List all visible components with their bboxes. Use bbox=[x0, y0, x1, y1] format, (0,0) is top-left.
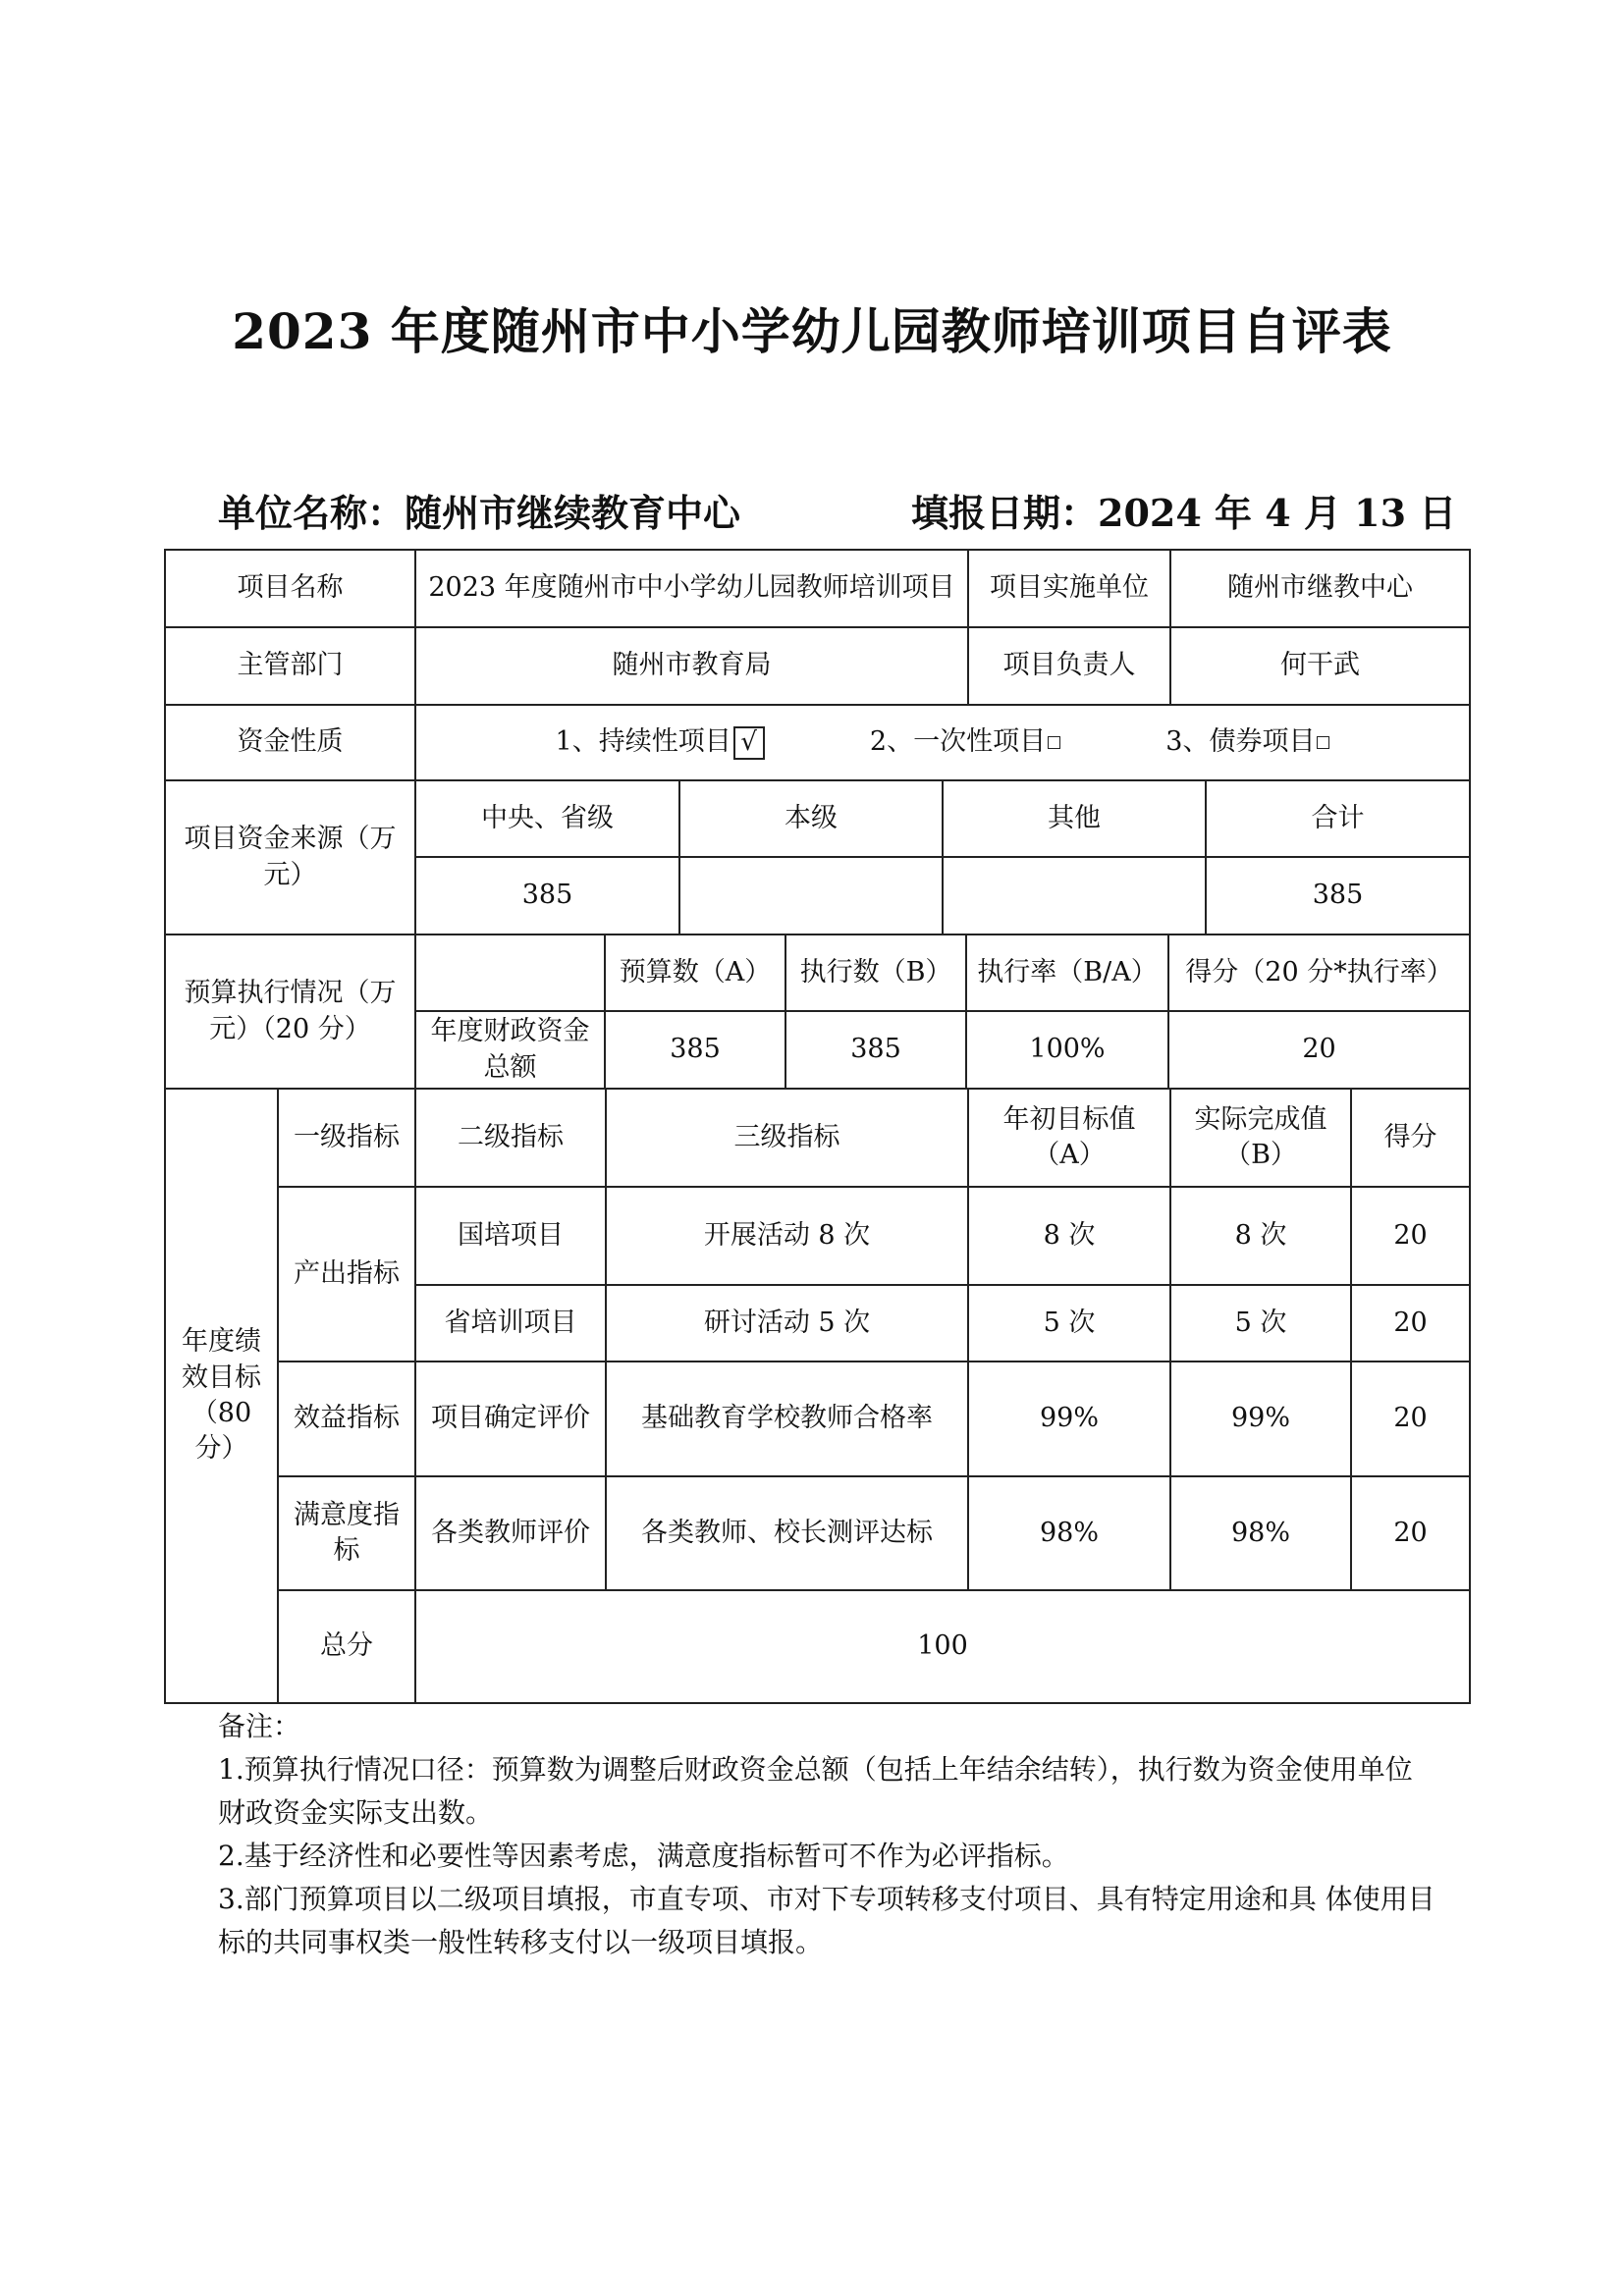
level3-indicator: 开展活动 8 次 bbox=[606, 1187, 968, 1285]
table-row bbox=[165, 1590, 1470, 1703]
level2-indicator: 国培项目 bbox=[415, 1187, 606, 1285]
table-row bbox=[165, 934, 1470, 1089]
budget-header: 得分（20 分*执行率） bbox=[1168, 935, 1469, 1011]
option-one-time-checkbox bbox=[1048, 736, 1060, 749]
unit-name-label: 单位名称： bbox=[218, 492, 406, 535]
funding-source-label: 项目资金来源（万元） bbox=[165, 780, 415, 934]
dept-label: 主管部门 bbox=[165, 627, 415, 705]
project-lead-label: 项目负责人 bbox=[968, 627, 1170, 705]
budget-header: 执行率（B/A） bbox=[966, 935, 1168, 1011]
project-name-label: 项目名称 bbox=[165, 550, 415, 627]
dept-value: 随州市教育局 bbox=[415, 627, 968, 705]
funding-header: 中央、省级 bbox=[481, 802, 614, 833]
note-item: 3.部门预算项目以二级项目填报，市直专项、市对下专项转移支付项目、具有特定用途和具 体使用目标的共同事权类一般性转移支付以一级项目填报。 bbox=[218, 1883, 1435, 1958]
notes-heading: 备注： bbox=[218, 1710, 301, 1742]
unit-name-value: 随州市继续教育中心 bbox=[405, 492, 741, 535]
funding-value: 385 bbox=[416, 857, 679, 934]
target-value: 98% bbox=[968, 1476, 1170, 1590]
level1-indicator: 效益指标 bbox=[278, 1362, 415, 1476]
total-score-value: 100 bbox=[415, 1590, 1470, 1703]
target-value: 99% bbox=[968, 1362, 1170, 1476]
project-lead-value: 何干武 bbox=[1170, 627, 1470, 705]
funding-subtable bbox=[416, 781, 1469, 934]
project-name-value: 2023 年度随州市中小学幼儿园教师培训项目 bbox=[415, 550, 968, 627]
score-value: 20 bbox=[1351, 1187, 1470, 1285]
budget-header bbox=[416, 935, 605, 1011]
funding-value bbox=[679, 857, 943, 934]
funding-value: 385 bbox=[1206, 857, 1469, 934]
level3-indicator: 各类教师、校长测评达标 bbox=[606, 1476, 968, 1590]
table-row bbox=[165, 627, 1470, 705]
option-one-time: 2、一次性项目 bbox=[869, 726, 1047, 758]
fill-date bbox=[911, 483, 1456, 537]
level1-indicator: 满意度指标 bbox=[278, 1476, 415, 1590]
note-item: 2.基于经济性和必要性等因素考虑，满意度指标暂可不作为必评指标。 bbox=[218, 1840, 1069, 1872]
level3-indicator: 基础教育学校教师合格率 bbox=[606, 1362, 968, 1476]
funding-header: 合计 bbox=[1206, 781, 1469, 857]
level3-indicator: 研讨活动 5 次 bbox=[606, 1285, 968, 1362]
level1-indicator: 产出指标 bbox=[278, 1187, 415, 1362]
self-evaluation-table bbox=[164, 549, 1471, 1704]
funding-header: 本级 bbox=[679, 781, 943, 857]
score-value: 20 bbox=[1351, 1476, 1470, 1590]
option-continuous: 1、持续性项目 bbox=[555, 726, 731, 758]
fund-nature-options bbox=[415, 705, 1470, 780]
perf-header: 实际完成值（B） bbox=[1170, 1089, 1351, 1187]
table-row bbox=[165, 1089, 1470, 1187]
budget-exec-label: 预算执行情况（万元）（20 分） bbox=[165, 934, 415, 1089]
unit-name bbox=[218, 483, 740, 537]
actual-value: 98% bbox=[1170, 1476, 1351, 1590]
table-row bbox=[165, 1362, 1470, 1476]
page-title: 2023 年度随州市中小学幼儿园教师培训项目自评表 bbox=[232, 302, 1392, 360]
perf-header: 二级指标 bbox=[415, 1089, 606, 1187]
impl-unit-value: 随州市继教中心 bbox=[1170, 550, 1470, 627]
notes bbox=[218, 1705, 1435, 1964]
budget-value: 385 bbox=[785, 1011, 966, 1088]
budget-exec-block bbox=[415, 934, 1470, 1089]
impl-unit-label: 项目实施单位 bbox=[968, 550, 1170, 627]
option-bond-checkbox bbox=[1317, 736, 1329, 749]
budget-value: 100% bbox=[966, 1011, 1168, 1088]
actual-value: 5 次 bbox=[1170, 1285, 1351, 1362]
budget-header: 执行数（B） bbox=[785, 935, 966, 1011]
perf-goal-label: 年度绩效目标（80 分） bbox=[165, 1089, 278, 1703]
table-row bbox=[165, 1187, 1470, 1285]
level2-indicator: 省培训项目 bbox=[415, 1285, 606, 1362]
budget-header: 预算数（A） bbox=[605, 935, 785, 1011]
perf-header: 一级指标 bbox=[278, 1089, 415, 1187]
score-value: 20 bbox=[1351, 1285, 1470, 1362]
funding-value bbox=[943, 857, 1206, 934]
level2-indicator: 各类教师评价 bbox=[415, 1476, 606, 1590]
fill-date-label: 填报日期： bbox=[911, 492, 1099, 535]
budget-row-label: 年度财政资金总额 bbox=[416, 1011, 605, 1088]
option-continuous-checkbox: √ bbox=[733, 726, 765, 760]
table-row bbox=[165, 1476, 1470, 1590]
budget-subtable bbox=[416, 935, 1469, 1088]
budget-value: 385 bbox=[605, 1011, 785, 1088]
actual-value: 99% bbox=[1170, 1362, 1351, 1476]
actual-value: 8 次 bbox=[1170, 1187, 1351, 1285]
note-item: 1.预算执行情况口径：预算数为调整后财政资金总额（包括上年结余结转），执行数为资金使用单位财政资金实际支出数。 bbox=[218, 1753, 1413, 1829]
table-row bbox=[165, 550, 1470, 627]
option-bond: 3、债券项目 bbox=[1165, 726, 1316, 758]
perf-header: 年初目标值（A） bbox=[968, 1089, 1170, 1187]
budget-value: 20 bbox=[1168, 1011, 1469, 1088]
perf-header: 三级指标 bbox=[606, 1089, 968, 1187]
score-value: 20 bbox=[1351, 1362, 1470, 1476]
perf-header: 得分 bbox=[1351, 1089, 1470, 1187]
target-value: 5 次 bbox=[968, 1285, 1170, 1362]
fill-date-value: 2024 年 4 月 13 日 bbox=[1098, 491, 1457, 535]
funding-header: 其他 bbox=[943, 781, 1206, 857]
table-row bbox=[165, 705, 1470, 780]
level2-indicator: 项目确定评价 bbox=[415, 1362, 606, 1476]
funding-source-block bbox=[415, 780, 1470, 934]
fund-nature-label: 资金性质 bbox=[165, 705, 415, 780]
table-row bbox=[165, 780, 1470, 934]
total-score-label: 总分 bbox=[278, 1590, 415, 1703]
target-value: 8 次 bbox=[968, 1187, 1170, 1285]
